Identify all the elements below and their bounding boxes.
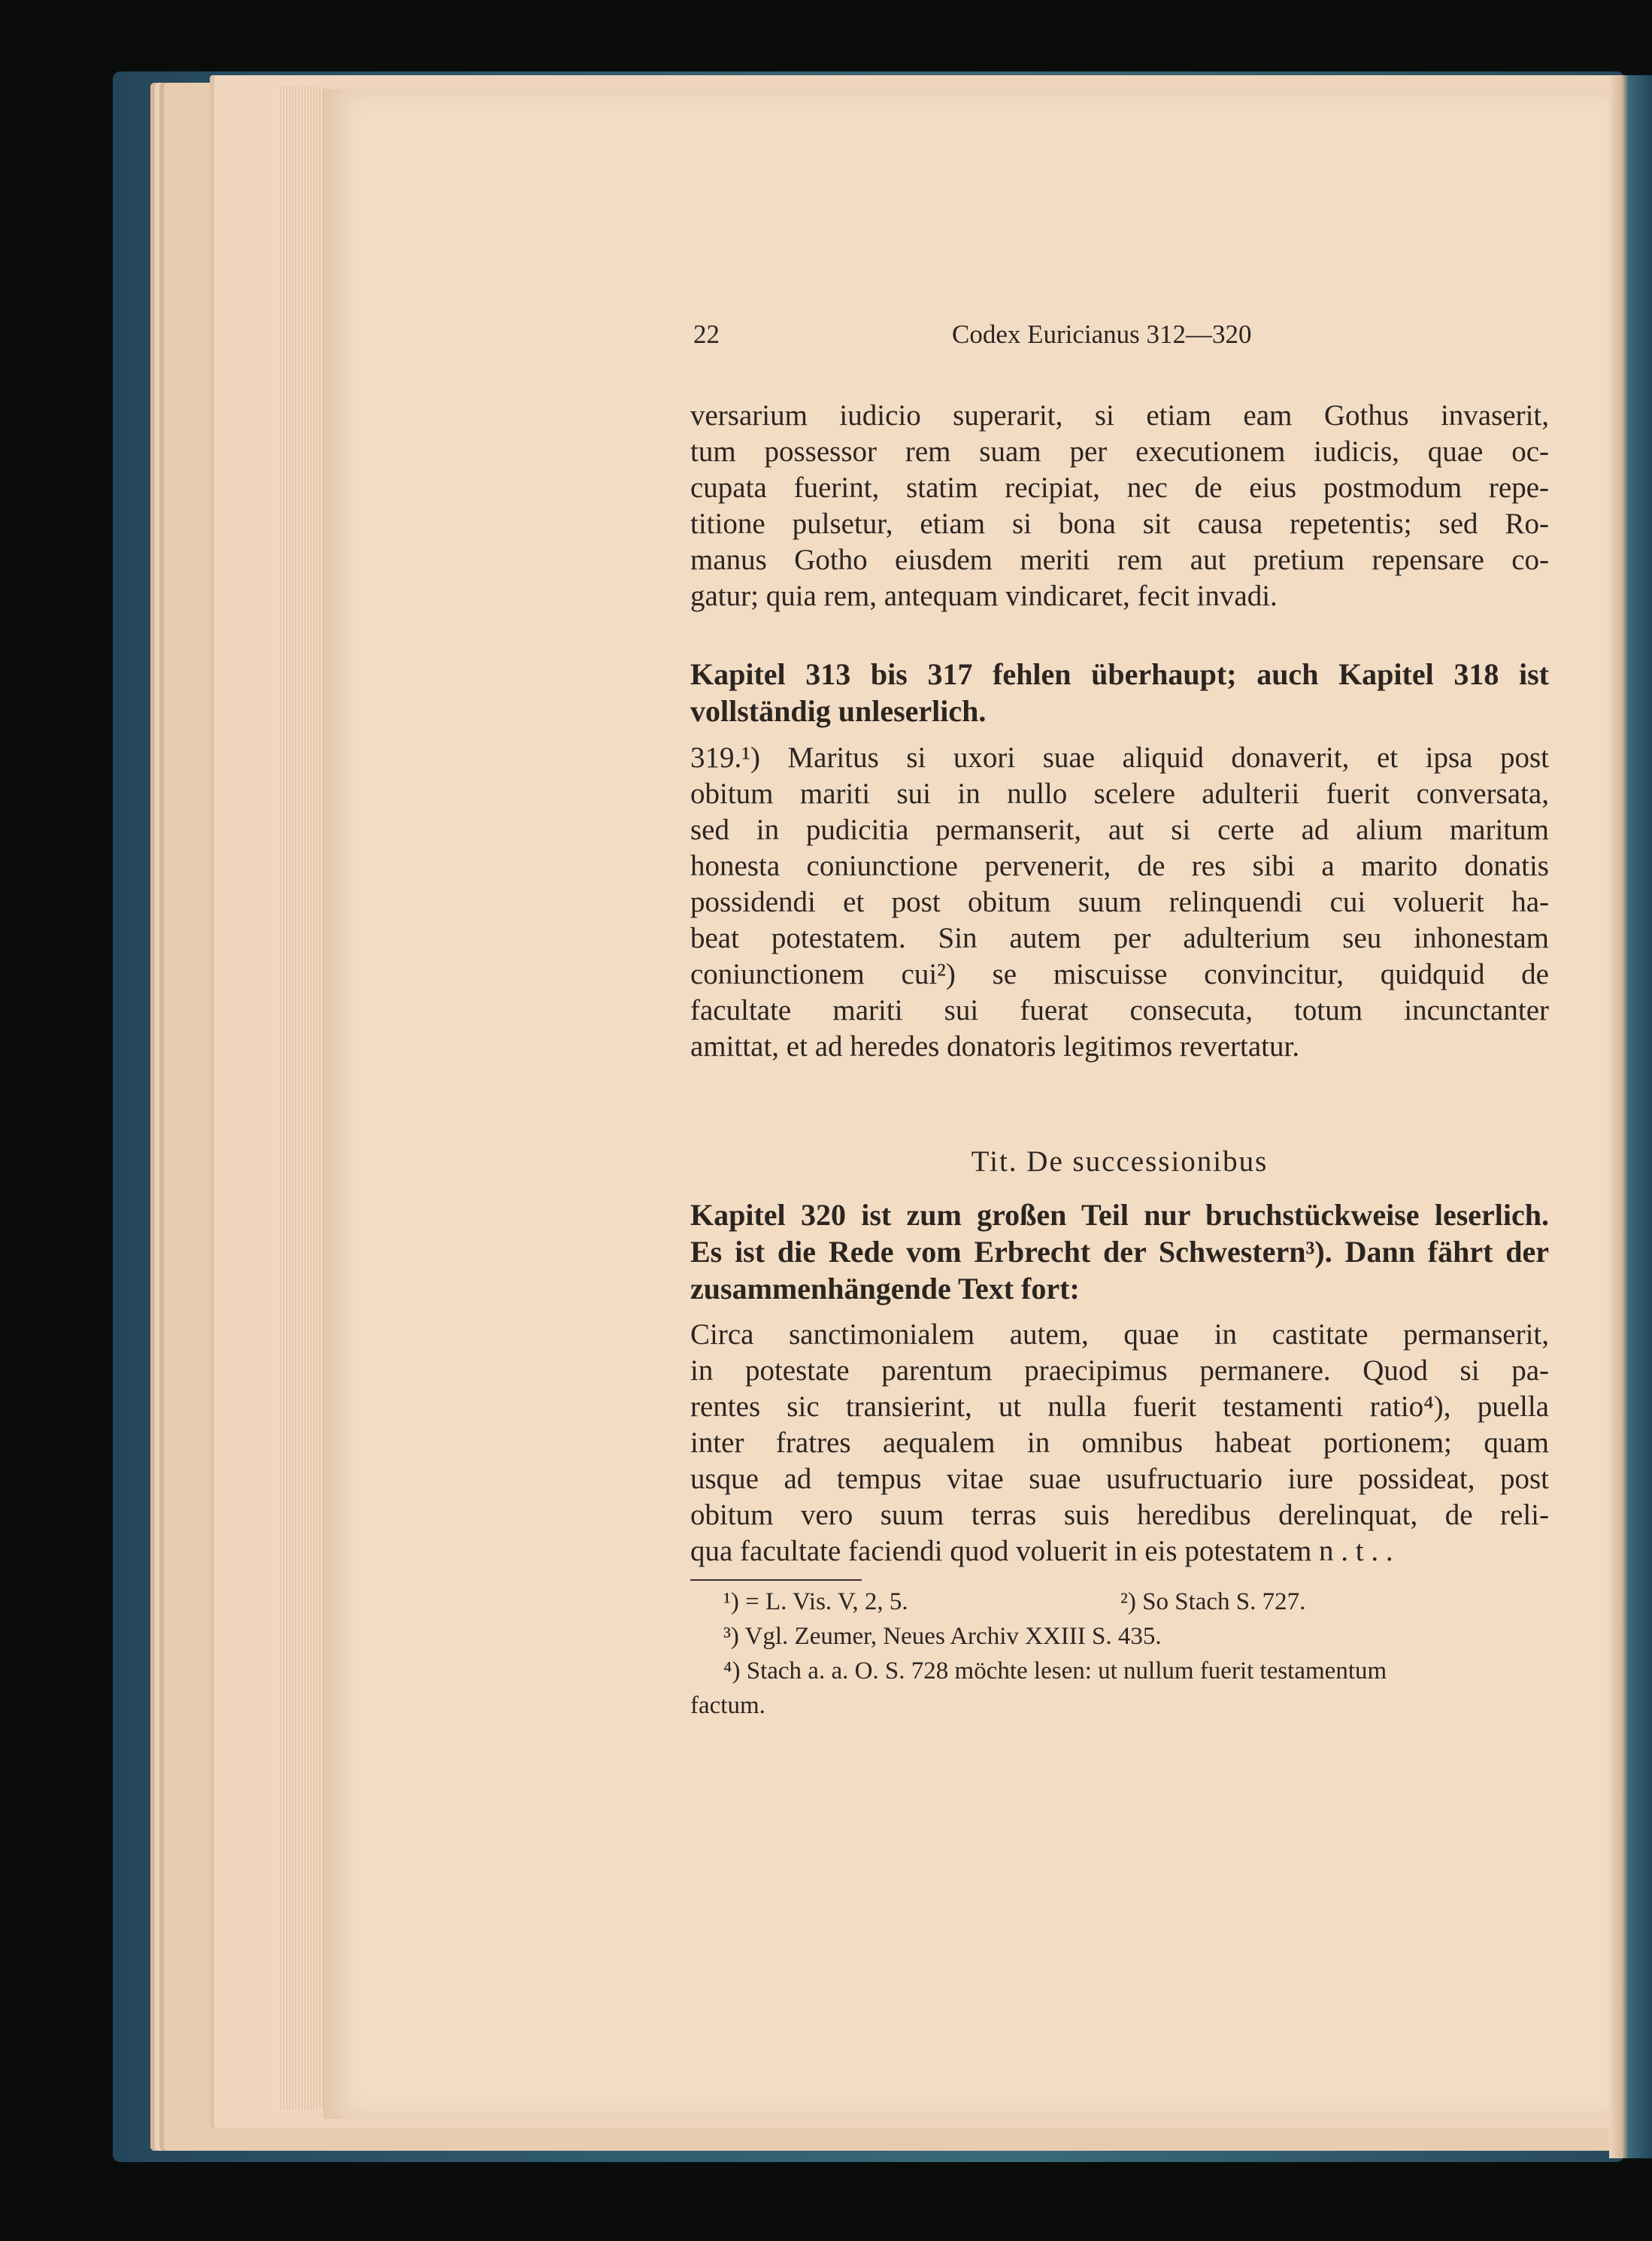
body-line: inter fratres aequalem in omnibus habeat portionem; quam (690, 1427, 1549, 1459)
editorial-note: vollständig unleserlich. (690, 694, 987, 728)
book-page (323, 89, 1613, 2119)
page-number: 22 (693, 320, 720, 349)
body-line: cupata fuerint, statim recipiat, nec de eius postmodum repe- (690, 472, 1549, 504)
body-line: versarium iudicio superarit, si etiam eam Gothus invaserit, (690, 399, 1549, 432)
editorial-note: Kapitel 320 ist zum großen Teil nur bruchstückweise leserlich. (690, 1198, 1549, 1232)
running-title: Codex Euricianus 312—320 (952, 320, 1252, 349)
right-page-edge (1609, 75, 1652, 2158)
body-line: obitum vero suum terras suis heredibus derelinquat, de reli- (690, 1499, 1549, 1531)
footnote: ³) Vgl. Zeumer, Neues Archiv XXIII S. 435. (723, 1623, 1162, 1650)
footnote: ¹) = L. Vis. V, 2, 5. (723, 1588, 908, 1615)
footnote: ⁴) Stach a. a. O. S. 728 möchte lesen: ut nullum fuerit testamentum (723, 1657, 1387, 1685)
section-title: Tit. De successionibus (971, 1145, 1269, 1178)
body-line: gatur; quia rem, antequam vindicaret, fecit invadi. (690, 580, 1278, 612)
body-line: usque ad tempus vitae suae usufructuario iure possideat, post (690, 1463, 1549, 1495)
body-line: titione pulsetur, etiam si bona sit causa repetentis; sed Ro- (690, 508, 1549, 540)
body-line: coniunctionem cui²) se miscuisse convincitur, quidquid de (690, 958, 1549, 990)
body-line: in potestate parentum praecipimus permanere. Quod si pa- (690, 1354, 1549, 1387)
body-line: 319.¹) Maritus si uxori suae aliquid donaverit, et ipsa post (690, 741, 1549, 774)
body-line: facultate mariti sui fuerat consecuta, totum incunctanter (690, 994, 1549, 1026)
editorial-note: Es ist die Rede vom Erbrecht der Schwestern³). Dann fährt der (690, 1235, 1549, 1269)
editorial-note: Kapitel 313 bis 317 fehlen überhaupt; auch Kapitel 318 ist (690, 657, 1549, 691)
body-line: obitum mariti sui in nullo scelere adulterii fuerit conversata, (690, 778, 1549, 810)
page-edges (278, 86, 323, 2109)
body-line: possidendi et post obitum suum relinquendi cui voluerit ha- (690, 886, 1549, 918)
footnote: factum. (690, 1692, 765, 1719)
body-line: sed in pudicitia permanserit, aut si certe ad alium maritum (690, 814, 1549, 846)
body-line: manus Gotho eiusdem meriti rem aut pretium repensare co- (690, 544, 1549, 576)
body-line: rentes sic transierint, ut nulla fuerit testamenti ratio⁴), puella (690, 1390, 1549, 1423)
footnote: ²) So Stach S. 727. (1120, 1588, 1306, 1615)
body-line: Circa sanctimonialem autem, quae in castitate permanserit, (690, 1318, 1549, 1351)
body-line: qua facultate faciendi quod voluerit in eis potestatem n . t . . (690, 1535, 1393, 1567)
editorial-note: zusammenhängende Text fort: (690, 1272, 1080, 1305)
body-line: amittat, et ad heredes donatoris legitimos revertatur. (690, 1030, 1300, 1063)
body-line: tum possessor rem suam per executionem iudicis, quae oc- (690, 435, 1549, 468)
body-line: honesta coniunctione pervenerit, de res sibi a marito donatis (690, 850, 1549, 882)
footnote-rule (690, 1579, 862, 1581)
body-line: beat potestatem. Sin autem per adulterium seu inhonestam (690, 922, 1549, 954)
